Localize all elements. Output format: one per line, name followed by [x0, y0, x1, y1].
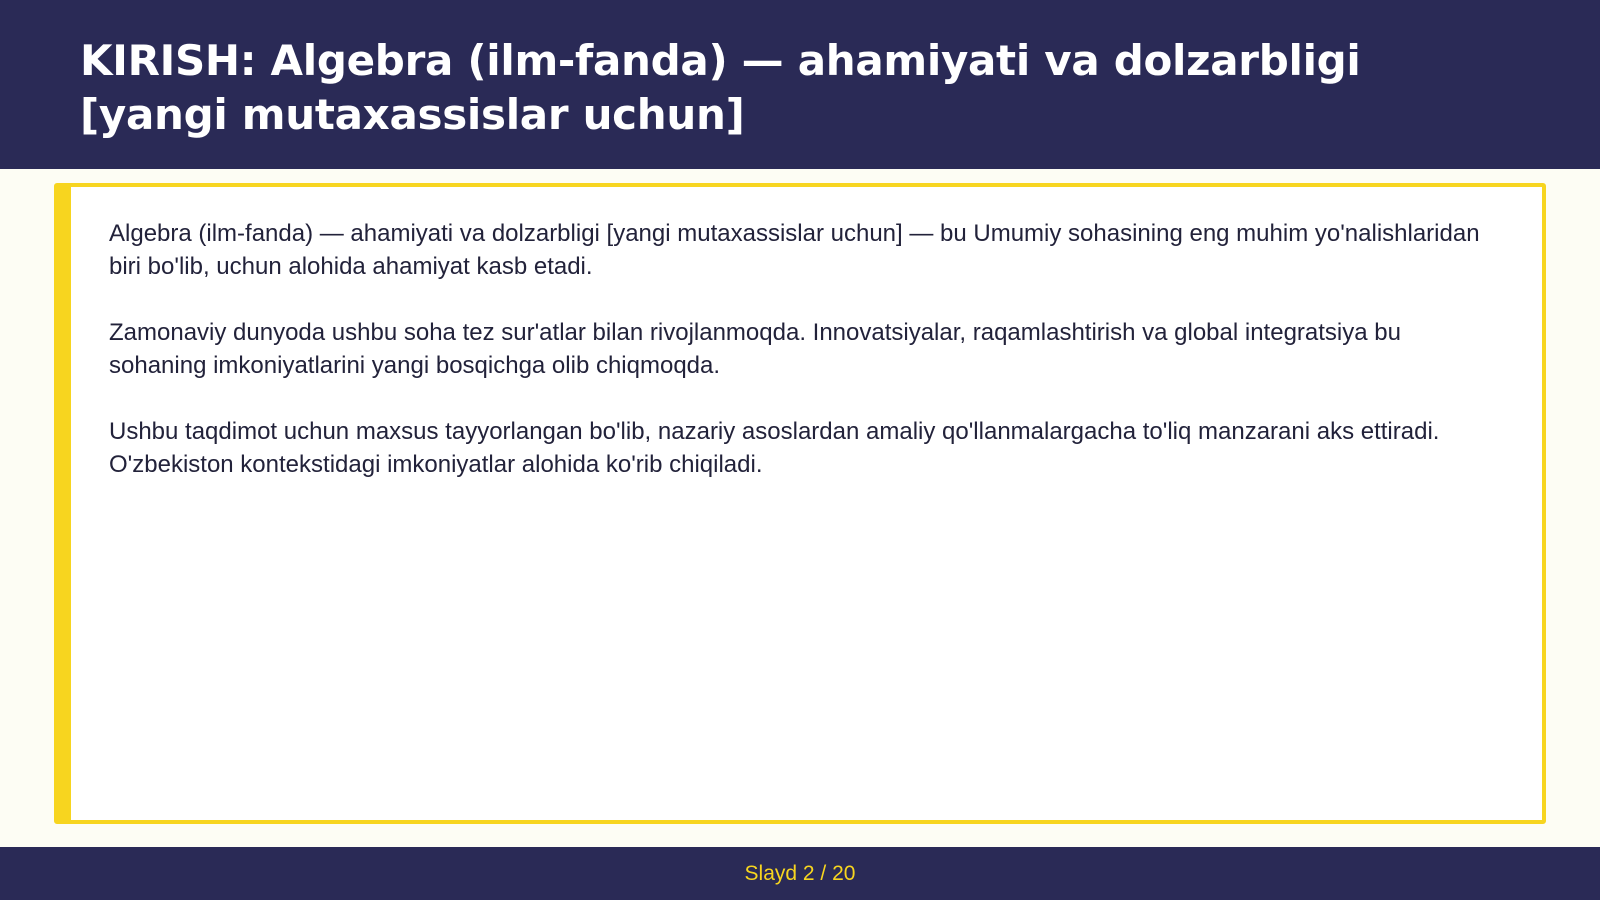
slide-footer: [0, 847, 1600, 900]
paragraph-2: Zamonaviy dunyoda ushbu soha tez sur'atlar bilan rivojlanmoqda. Innovatsiyalar, raqamlashtirish va global integratsiya bu sohaning imkoniyatlarini yangi bosqichga olib chiqmoqda.: [109, 319, 1401, 379]
slide-counter: Slayd 2 / 20: [744, 861, 856, 885]
paragraph-3: Ushbu taqdimot uchun maxsus tayyorlangan bo'lib, nazariy asoslardan amaliy qo'llanmalargacha to'liq manzarani aks ettiradi. O'zbekiston kontekstidagi imkoniyatlar alohida ko'rib chiqiladi.: [109, 418, 1440, 478]
paragraph-1: Algebra (ilm-fanda) — ahamiyati va dolzarbligi [yangi mutaxassislar uchun] — bu Umumiy sohasining eng muhim yo'nalishlaridan biri bo'lib, uchun alohida ahamiyat kasb etadi.: [109, 220, 1480, 280]
content-box: [54, 183, 1546, 824]
slide-header: [0, 0, 1600, 169]
slide-title: KIRISH: Algebra (ilm-fanda) — ahamiyati va dolzarbligi [yangi mutaxassislar uchun]: [80, 36, 1361, 139]
